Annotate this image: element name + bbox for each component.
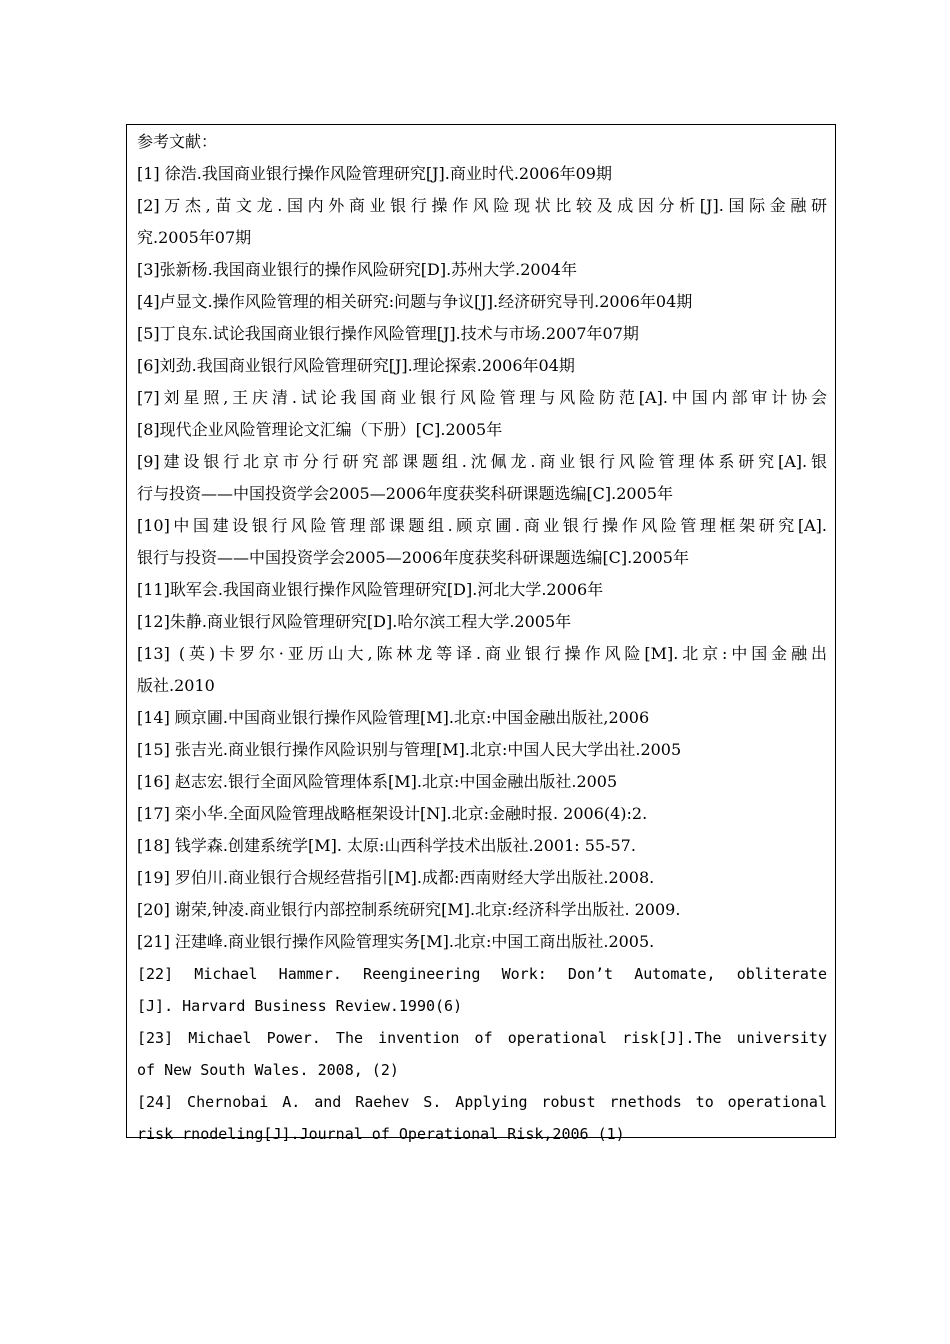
reference-line: 版社.2010 <box>137 676 215 695</box>
reference-line: [24] Chernobai A. and Raehev S. Applying robust rnethods to operational <box>137 1093 827 1111</box>
reference-line: [12]朱静.商业银行风险管理研究[D].哈尔滨工程大学.2005年 <box>137 612 572 631</box>
reference-line: [9]建设银行北京市分行研究部课题组.沈佩龙.商业银行风险管理体系研究[A].银 <box>137 452 827 471</box>
reference-line: [10]中国建设银行风险管理部课题组.顾京圃.商业银行操作风险管理框架研究[A]. <box>137 516 827 535</box>
reference-line: 银行与投资——中国投资学会2005—2006年度获奖科研课题选编[C].2005年 <box>137 548 689 567</box>
reference-line: [7]刘星照,王庆清.试论我国商业银行风险管理与风险防范[A].中国内部审计协会 <box>137 388 827 407</box>
reference-line: [11]耿军会.我国商业银行操作风险管理研究[D].河北大学.2006年 <box>137 580 604 599</box>
reference-line: [21] 汪建峰.商业银行操作风险管理实务[M].北京:中国工商出版社.2005. <box>137 932 655 951</box>
reference-line: [1] 徐浩.我国商业银行操作风险管理研究[J].商业时代.2006年09期 <box>137 164 612 183</box>
reference-line: [5]丁良东.试论我国商业银行操作风险管理[J].技术与市场.2007年07期 <box>137 324 639 343</box>
reference-line: [22] Michael Hammer. Reengineering Work: Don’t Automate, obliterate <box>137 965 827 983</box>
references-box <box>126 124 836 1143</box>
reference-line: [3]张新杨.我国商业银行的操作风险研究[D].苏州大学.2004年 <box>137 260 577 279</box>
reference-line: risk rnodeling[J].Journal of Operational Risk,2006 (1) <box>137 1125 625 1143</box>
reference-line: [J]. Harvard Business Review.1990(6) <box>137 997 463 1015</box>
reference-line: [15] 张吉光.商业银行操作风险识别与管理[M].北京:中国人民大学出社.2005 <box>137 740 682 759</box>
reference-line: [6]刘劲.我国商业银行风险管理研究[J].理论探索.2006年04期 <box>137 356 575 375</box>
reference-line: [13] (英)卡罗尔·亚历山大,陈林龙等译.商业银行操作风险[M].北京:中国金融出 <box>137 644 827 663</box>
reference-line: [14] 顾京圃.中国商业银行操作风险管理[M].北京:中国金融出版社,2006 <box>137 708 650 727</box>
reference-line: [23] Michael Power. The invention of operational risk[J].The university <box>137 1029 827 1047</box>
reference-line: [2]万杰,苗文龙.国内外商业银行操作风险现状比较及成因分析[J].国际金融研 <box>137 196 827 215</box>
reference-line: [8]现代企业风险管理论文汇编（下册）[C].2005年 <box>137 420 503 439</box>
reference-line: [19] 罗伯川.商业银行合规经营指引[M].成都:西南财经大学出版社.2008. <box>137 868 655 887</box>
reference-line: of New South Wales. 2008, (2) <box>137 1061 399 1079</box>
reference-line: [17] 栾小华.全面风险管理战略框架设计[N].北京:金融时报. 2006(4):2. <box>137 804 648 823</box>
reference-line: [16] 赵志宏.银行全面风险管理体系[M].北京:中国金融出版社.2005 <box>137 772 618 791</box>
references-list <box>137 158 827 1150</box>
reference-line: 究.2005年07期 <box>137 228 252 247</box>
reference-line: [18] 钱学森.创建系统学[M]. 太原:山西科学技术出版社.2001: 55-57. <box>137 836 636 855</box>
reference-line: [20] 谢荣,钟凌.商业银行内部控制系统研究[M].北京:经济科学出版社. 2009. <box>137 900 681 919</box>
reference-line: 行与投资——中国投资学会2005—2006年度获奖科研课题选编[C].2005年 <box>137 484 673 503</box>
reference-line: [4]卢显文.操作风险管理的相关研究:问题与争议[J].经济研究导刊.2006年04期 <box>137 292 693 311</box>
references-heading: 参考文献： <box>137 132 218 151</box>
